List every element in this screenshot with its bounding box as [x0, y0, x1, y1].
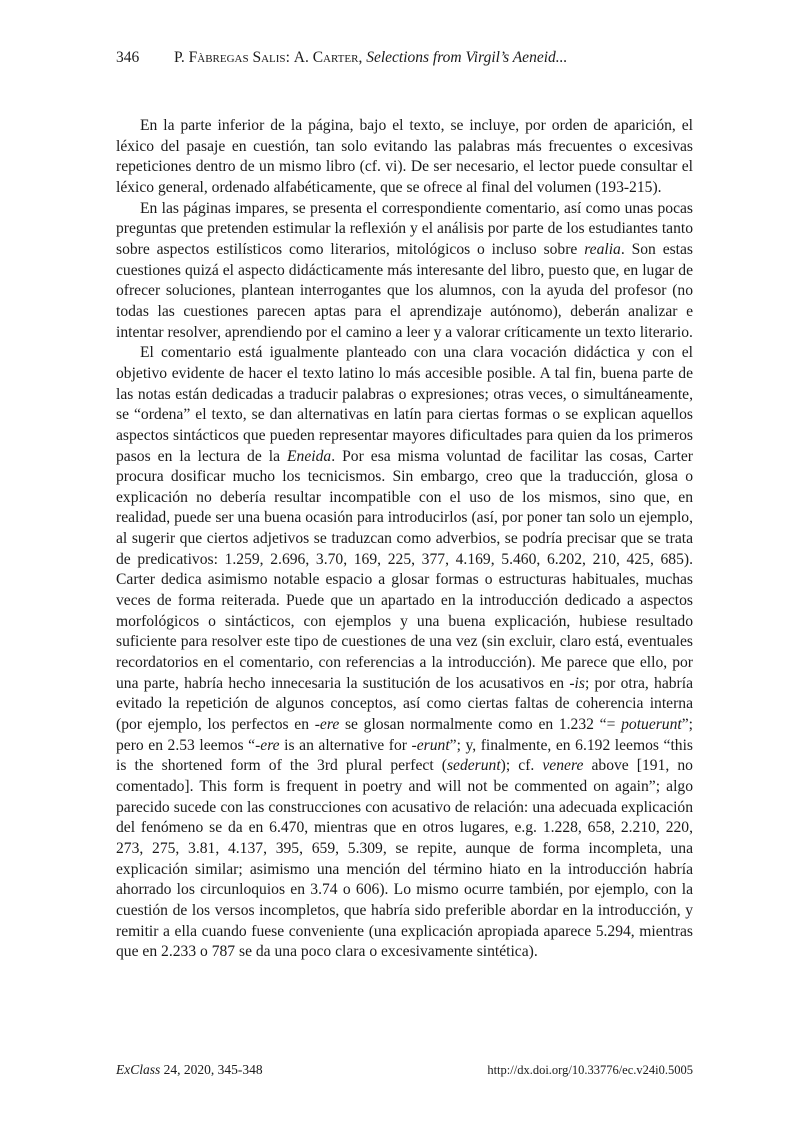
paragraph: [116, 343, 693, 963]
paragraph: [116, 199, 693, 344]
citation-details: 24, 2020, 345-348: [160, 1062, 263, 1077]
doi-link[interactable]: http://dx.doi.org/10.33776/ec.v24i0.5005: [487, 1063, 693, 1077]
journal-name: ExClass: [116, 1062, 161, 1077]
italic-term: -is: [569, 674, 585, 692]
running-header: [116, 48, 716, 68]
italic-term: Eneida: [287, 447, 332, 465]
italic-term: sederunt: [446, 757, 501, 775]
italic-term: realia: [584, 240, 621, 258]
text-segment: ); cf.: [500, 757, 543, 775]
book-title: Selections from Virgil’s Aeneid...: [366, 49, 568, 66]
reviewer-name: P. Fàbregas Salis: [174, 49, 286, 66]
italic-term: -ere: [255, 736, 280, 754]
text-segment: En la parte inferior de la página, bajo el texto, se incluye, por orden de aparición, el léxico del pasaje en cuestión, tan solo evitando las palabras más frecuentes o excesivas repeticiones dentro de un mismo libro (cf. vi). De ser necesario, el lector puede consultar el léxico general, ordenado alfabéticamente, que se ofrece al final del volumen (193-215).: [116, 117, 693, 196]
header-comma: ,: [358, 49, 367, 66]
text-segment: ”; y, finalmente, en 6.192 leemos “this is the shortened form of the 3rd plural perfect (: [116, 736, 693, 775]
text-segment: se glosan normalmente como en 1.232 “=: [339, 716, 622, 734]
text-segment: ”; pero en 2.53 leemos “: [116, 716, 693, 754]
text-segment: En las páginas impares, se presenta el correspondiente comentario, así como unas pocas preguntas que pretenden estimular la reflexión y el análisis por parte de los estudiantes tanto sobre aspectos estilísticos como literarios, mitológicos o incluso sobre: [116, 199, 693, 258]
journal-citation: [116, 1061, 263, 1079]
italic-term: -ere: [314, 716, 340, 734]
page-number: 346: [116, 49, 140, 66]
text-segment: El comentario está igualmente planteado con una clara vocación didáctica y con el objetivo evidente de hacer el texto latino lo más accesible posible. A tal fin, buena parte de las notas están dedicadas a traducir palabras o expresiones; otras veces, o simultáneamente, se “ordena” el texto, se dan alternativas en latín para ciertas formas o se explican aquellos aspectos sintácticos que pueden representar mayores dificultades para quien da los primeros pasos en la lectura de la: [116, 344, 693, 465]
text-segment: is an alternative for: [279, 736, 412, 754]
text-segment: . Son estas cuestiones quizá el aspecto didácticamente más interesante del libro, puesto que, en lugar de ofrecer soluciones, plantean interrogantes que los alumnos, con la ayuda del profesor (no todas las cuestiones parecen aptas para el aprendizaje autónomo), deberán analizar e intentar resolver, aprendiendo por el camino a leer y a valorar críticamente un texto literario.: [116, 240, 694, 341]
italic-term: venere: [542, 757, 584, 775]
italic-term: potuerunt: [621, 716, 682, 734]
header-separator: :: [285, 49, 294, 66]
reviewed-author: A. Carter: [293, 49, 359, 66]
italic-term: -erunt: [411, 736, 450, 754]
text-segment: . Por esa misma voluntad de facilitar las cosas, Carter procura dosificar mucho los tecnicismos. Sin embargo, creo que la traducción, glosa o explicación no debería resultar incompatible con el uso de los mismos, sino que, en realidad, puede ser una buena ocasión para introducirlos (así, por poner tan solo un ejemplo, al sugerir que ciertos adjetivos se traduzcan como adverbios, se podría precisar que se trata de predicativos: 1.259, 2.696, 3.70, 169, 225, 377, 4.169, 5.460, 6.202, 210, 425, 685). Carter dedica asimismo notable espacio a glosar formas o estructuras habituales, muchas veces de forma reiterada. Puede que un apartado en la introducción dedicado a aspectos morfológicos o sintácticos, con ejemplos y una buena explicación, hubiese resultado suficiente para resolver este tipo de cuestiones de una vez (sin excluir, claro está, eventuales recordatorios en el comentario, con referencias a la introducción). Me parece que ello, por una parte, habría hecho innecesaria la sustitución de los acusativos en: [116, 447, 693, 692]
text-segment: above [191, no comentado]. This form is frequent in poetry and will not be commented on again”; algo parecido sucede con las construcciones con acusativo de relación: una adecuada explicación del fenómeno se da en 6.470, mientras que en otros lugares, e.g. 1.228, 658, 2.210, 220, 273, 275, 3.81, 4.137, 395, 659, 5.309, se repite, aunque de forma incompleta, una explicación similar; asimismo una mención del término hiato en la introducción habría ahorrado los circunloquios en 3.74 o 606). Lo mismo ocurre también, por ejemplo, con la cuestión de los versos incompletos, que habría sido preferible abordar en la introducción, y remitir a ella cuando fuese conveniente (una explicación apropiada aparece 5.294, mientras que en 2.233 o 787 se da una poco clara o excesivamente sintética).: [116, 757, 693, 961]
review-body: [116, 116, 693, 963]
text-segment: ; por otra, habría evitado la repetición de algunos conceptos, así como ciertas faltas de coherencia interna (por ejemplo, los perfectos en: [116, 674, 694, 734]
paragraph: [116, 116, 693, 199]
